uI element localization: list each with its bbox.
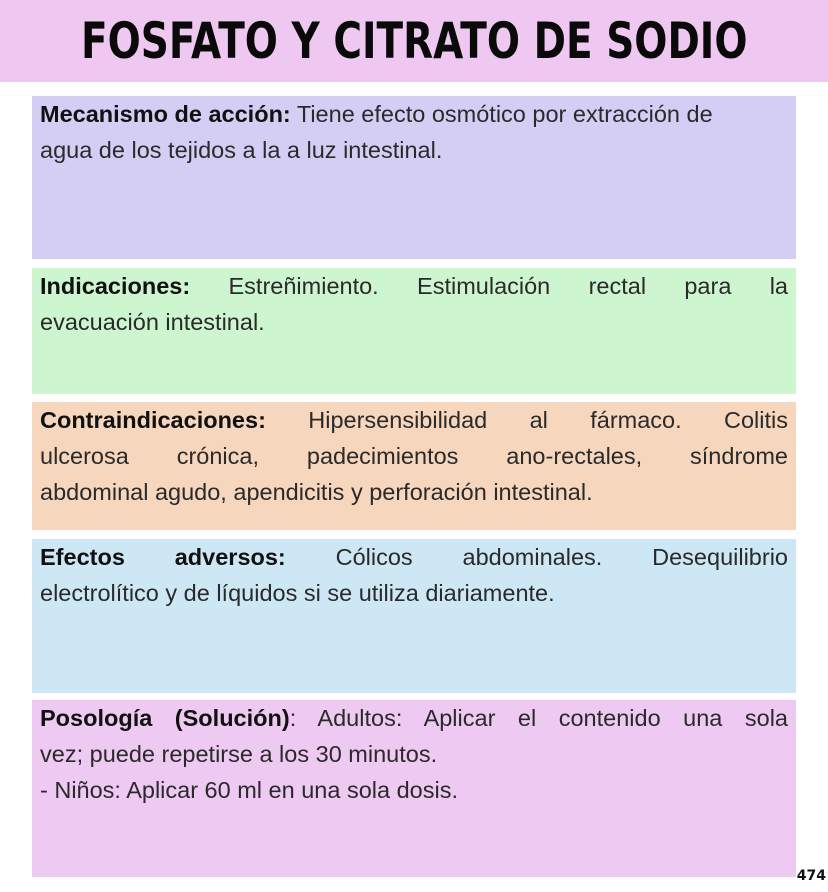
contraindicaciones-text-2: ulcerosa crónica, padecimientos ano-rectales, síndrome [40, 443, 788, 469]
efectos-text-2: electrolítico y de líquidos si se utiliza diariamente. [40, 580, 555, 606]
posologia-text-1: : Adultos: Aplicar el contenido una sola [289, 705, 788, 731]
posologia-line-1 [40, 700, 788, 736]
efectos-heading: Efectos adversos: [40, 544, 286, 570]
title-banner [0, 0, 828, 82]
contraindicaciones-text-3: abdominal agudo, apendicitis y perforación intestinal. [40, 479, 593, 505]
efectos-text-1: Cólicos abdominales. Desequilibrio [285, 544, 788, 570]
indicaciones-text-1: Estreñimiento. Estimulación rectal para la [190, 273, 788, 299]
indicaciones-heading: Indicaciones: [40, 273, 191, 299]
efectos-line-1 [40, 539, 788, 575]
section-efectos-adversos [32, 539, 796, 693]
indicaciones-text-2: evacuación intestinal. [40, 309, 265, 335]
mecanismo-line-1 [40, 96, 788, 132]
mecanismo-text-1: Tiene efecto osmótico por extracción de [290, 101, 713, 127]
contraindicaciones-line-1 [40, 402, 788, 438]
contraindicaciones-heading: Contraindicaciones: [40, 407, 266, 433]
mecanismo-heading: Mecanismo de acción: [40, 101, 291, 127]
section-indicaciones [32, 268, 796, 394]
contraindicaciones-text-1: Hipersensibilidad al fármaco. Colitis [265, 407, 788, 433]
page-title: FOSFATO Y CITRATO DE SODIO [80, 12, 748, 70]
section-contraindicaciones [32, 402, 796, 530]
mecanismo-text-2: agua de los tejidos a la a luz intestinal. [40, 137, 443, 163]
indicaciones-line-1 [40, 268, 788, 304]
page-number: 474 [796, 868, 826, 884]
section-posologia [32, 700, 796, 877]
posologia-heading: Posología (Solución) [40, 705, 290, 731]
posologia-text-3: - Niños: Aplicar 60 ml en una sola dosis. [40, 777, 458, 803]
posologia-text-2: vez; puede repetirse a los 30 minutos. [40, 741, 438, 767]
section-mecanismo [32, 96, 796, 259]
